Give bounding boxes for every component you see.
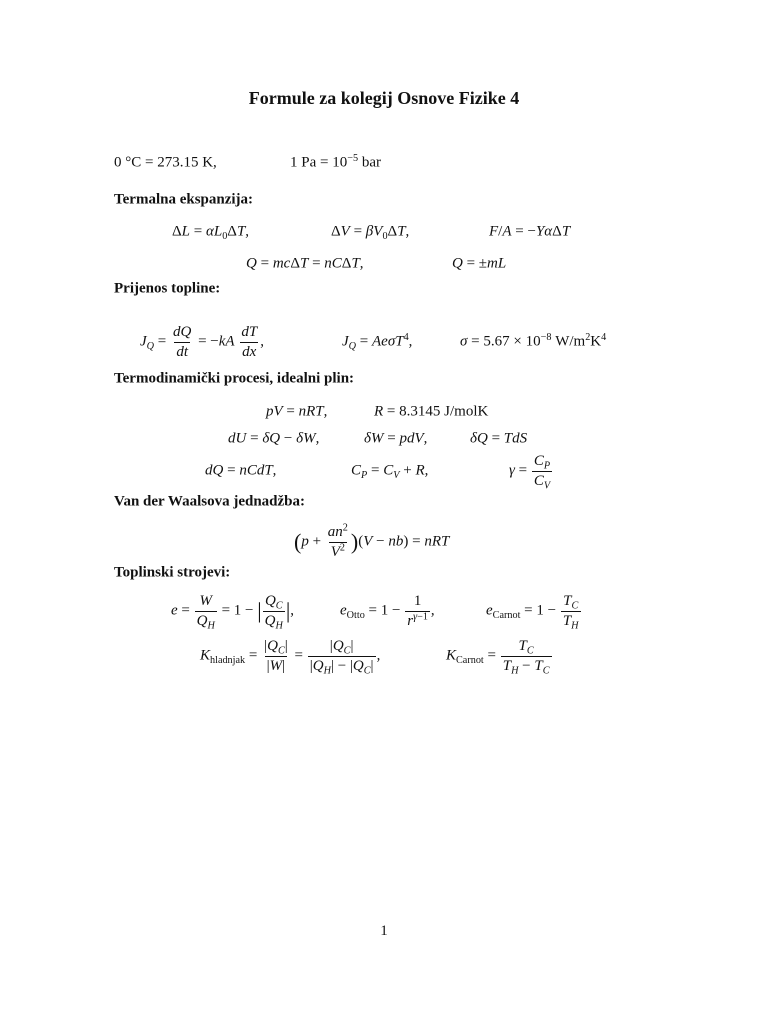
formula-ideal-gas: pV = nRT,: [266, 403, 328, 420]
formula-entropy: δQ = TdS: [470, 430, 528, 447]
section-heading-thermodynamic-processes: Termodinamički procesi, idealni plin:: [114, 370, 355, 387]
section-heading-heat-engines: Toplinski strojevi:: [114, 564, 231, 581]
formula-work: δW = pdV,: [364, 430, 428, 447]
formula-efficiency: e = $\frac{W}{Q_H}$ = 1 − | $\frac{Q_C}{Q_H}$ |,: [171, 593, 295, 632]
formula-carnot-efficiency: $e_{Carnot} = 1$ − $\frac{T_C}{T_H}$: [486, 593, 579, 632]
formula-conduction: $J_Q$ = $\frac{dQ}{dt}$ = −kA $\frac{dT}{dx}$ ,: [140, 324, 264, 360]
celsius-kelvin-conversion: 0 °C = 273.15 K,: [114, 154, 217, 171]
formula-carnot-refrigerator: $K_{Carnot}$ = $\frac{T_C}{T_H - T_C}$: [446, 638, 550, 677]
formula-van-der-waals: (p + $\frac{an^2}{V^2}$ )(V − nb) = nRT: [294, 522, 450, 560]
pascal-bar-conversion: 1 $Pa = 10^{-5}$ bar: [290, 152, 381, 171]
formula-gas-constant: R = 8.3145 J/molK: [374, 403, 489, 420]
formula-linear-expansion: $\Delta L = \alpha L_0\Delta T$,: [172, 223, 250, 243]
formula-stefan-boltzmann: $\sigma = 5.67 \times 10^{-8}$ $W/m^2K^4$: [460, 331, 607, 350]
formula-mayer-relation: $C_P = C_V + R$,: [351, 462, 429, 482]
formula-adiabatic-index: γ = $\frac{C_P}{C_V}$: [509, 453, 551, 492]
formula-latent-heat: Q = ±mL: [452, 255, 507, 272]
formula-volume-expansion: $\Delta V = \beta V_0\Delta T$,: [331, 223, 410, 243]
section-heading-heat-transfer: Prijenos topline:: [114, 280, 221, 297]
formula-heat-ncdt: dQ = nCdT,: [205, 462, 277, 479]
page-number: 1: [380, 923, 388, 939]
formula-otto-efficiency: $e_{Otto} = 1$ − $\frac{1}{r^{\gamma-1}}$ ,: [340, 593, 435, 629]
page-title: Formule za kolegij Osnove Fizike 4: [248, 88, 520, 108]
section-heading-van-der-waals: Van der Waalsova jednadžba:: [114, 493, 306, 510]
formula-radiation: $J_Q = Ae\sigma T^4$,: [342, 331, 413, 353]
formula-stress: F/A = −YαΔT: [489, 223, 571, 240]
formula-heat-capacity: Q = mcΔT = nCΔT,: [246, 255, 364, 272]
formula-first-law: dU = δQ − δW,: [228, 430, 320, 447]
kelvin-value: 273.15 K,: [157, 154, 217, 171]
formula-refrigerator-coefficient: $K_{hladnjak}$ = $\frac{|Q_C|}{|W|}$ = $\frac{|Q_C|}{|Q_H| - |Q_C|}$ ,: [200, 638, 381, 677]
section-heading-thermal-expansion: Termalna ekspanzija:: [114, 191, 254, 208]
